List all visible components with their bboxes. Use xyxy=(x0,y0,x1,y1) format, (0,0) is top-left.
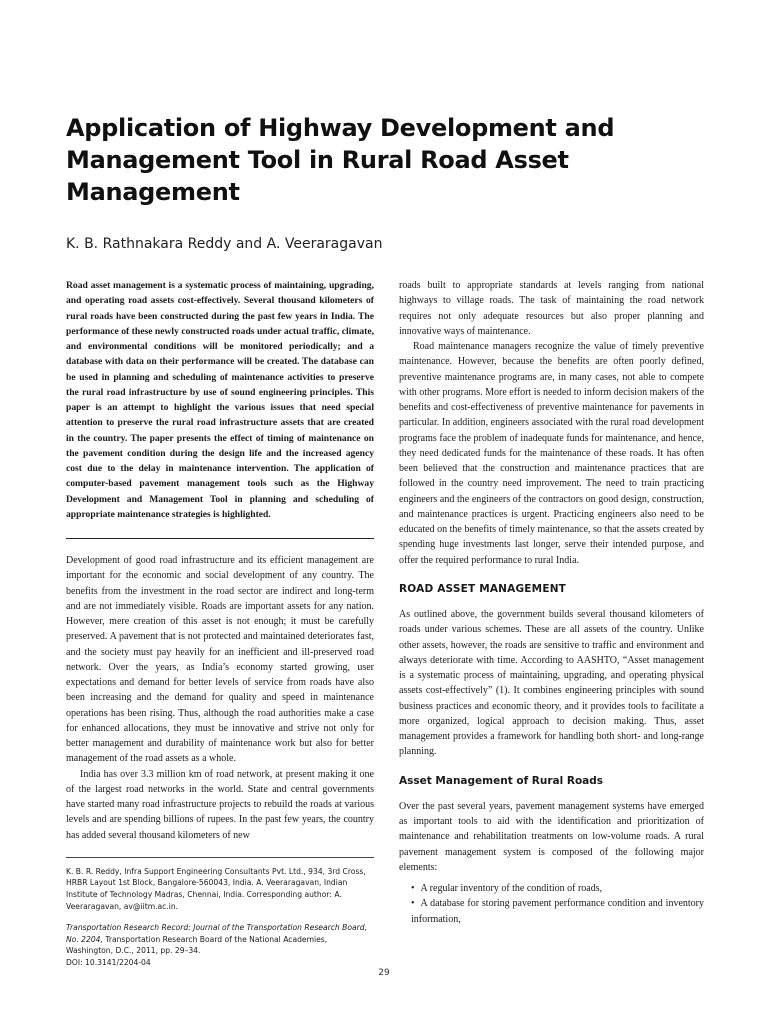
journal-name: Transportation Research Record: Journal of the Transportation Research Board, No. 2204, xyxy=(66,923,368,944)
footnote-affiliation: K. B. R. Reddy, Infra Support Engineering Consultants Pvt. Ltd., 934, 3rd Cross, HRBR Layout 1st Block, Bangalore-560043, India. A. Veeraragavan, Indian Institute of Technology Madras, Chennai, India. Corresponding author: A. Veeraragavan, av@iitm.ac.in. xyxy=(66,866,366,911)
section-heading-road-asset-management: ROAD ASSET MANAGEMENT xyxy=(399,582,567,595)
subsection-heading-asset-management-rural-roads: Asset Management of Rural Roads xyxy=(399,774,604,787)
elements-list xyxy=(399,881,704,927)
paper-title: Application of Highway Development and Management Tool in Rural Road Asset Management xyxy=(66,114,615,206)
right-column xyxy=(399,278,704,927)
footnote-divider xyxy=(66,857,374,858)
intro-paragraph-2: India has over 3.3 million km of road network, at present making it one of the largest road networks in the world. State and central governments have started many road infrastructure projects to rebuild the roads at various levels and are spending billions of rupees. In the past few years, the country has added several thousand kilometers of new xyxy=(66,768,374,841)
abstract-divider xyxy=(66,538,374,539)
right-paragraph-2: Road maintenance managers recognize the value of timely preventive maintenance. However, because the benefits are often poorly defined, preventive maintenance programs are, in many cases, not able to compete with other programs. More effort is needed to inform decision makers of the benefits and cost-effectiveness of preventive maintenance for pavements in particular. In addition, engineers associated with the rural road development programs face the problem of inadequate funds for maintenance, and hence, they need dedicated funds for the maintenance of these roads. It has often been believed that the construction and maintenance practices that are followed in the country need improvement. The need to train practicing engineers and the engineers of the contractors on good design, construction, and maintenance practices is urgent. Practicing engineers also need to be educated on the benefits of timely maintenance, so that the assets created by spending huge investments last longer, serve their intended purpose, and offer the required performance to rural India. xyxy=(399,341,705,566)
rural-roads-paragraph: Over the past several years, pavement management systems have emerged as important tools to aid with the identification and prioritization of maintenance and rehabilitation treatments on low-volume roads. A rural pavement management system is composed of the following major elements: xyxy=(399,800,704,873)
publication-info: Transportation Research Board of the National Academies, Washington, D.C., 2011, pp. 29–34. xyxy=(66,934,328,956)
intro-paragraph-1: Development of good road infrastructure and its efficient management are important for the economic and social development of any country. The benefits from the investment in the road sector are indirect and long-term and are not immediately visible. Roads are important assets for any nation. However, mere creation of this asset is not enough; it must be carefully preserved. A pavement that is not protected and maintained deteriorates fast, and the society must pay heavily for an inefficient and ill-preserved road network. Over the years, as India’s economy started growing, user expectations and demand for better levels of service from roads have also been increasing and the demand for quality and speed in maintenance operations has been rising. Thus, although the road authorities make a case for enhanced allocations, they must be innovative and strive not only for better management and durability of maintenance work but also for better management of the road assets as a whole. xyxy=(66,555,374,765)
author-list: K. B. Rathnakara Reddy and A. Veeraragavan xyxy=(66,236,383,252)
page-number: 29 xyxy=(378,968,390,978)
road-asset-management-paragraph: As outlined above, the government builds several thousand kilometers of roads under various schemes. These are all assets of the country. Unlike other assets, however, the roads are sensitive to traffic and environment and always deteriorate with time. According to AASHTO, “Asset management is a systematic process of maintaining, upgrading, and operating physical assets cost-effectively” (1). It combines engineering principles with sound business practices and economic theory, and it provides tools to facilitate a more organized, logical approach to decision making. Thus, asset management provides a framework for handling both short- and long-range planning. xyxy=(399,609,704,758)
right-paragraph-1: roads built to appropriate standards at levels ranging from national highways to village roads. The task of maintaining the road network requires not only adequate resources but also proper planning and innovative ways of maintenance. xyxy=(399,280,704,337)
list-item: • A database for storing pavement performance condition and inventory information, xyxy=(411,896,704,927)
list-item: • A regular inventory of the condition of roads, xyxy=(411,881,704,896)
abstract: Road asset management is a systematic process of maintaining, upgrading, and operating road assets cost-effectively. Several thousand kilometers of rural roads have been constructed during the past few years in India. The performance of these newly constructed roads under actual traffic, climate, and environmental conditions will be monitored periodically; and a database with data on their performance will be created. The database can be used in planning and scheduling of maintenance activities to preserve the rural road infrastructure by use of sound engineering principles. This paper is an attempt to highlight the various issues that need special attention to preserve the rural road infrastructure assets that are created in the country. The paper presents the effect of timing of maintenance on the pavement condition during the design life and the increased agency cost due to the delay in maintenance intervention. The application of computer-based pavement management tools such as the Highway Development and Management Tool in planning and scheduling of appropriate maintenance strategies is highlighted. xyxy=(66,280,374,520)
left-column xyxy=(66,278,374,969)
footnote-citation xyxy=(66,922,374,968)
doi: DOI: 10.3141/2204-04 xyxy=(66,957,151,967)
